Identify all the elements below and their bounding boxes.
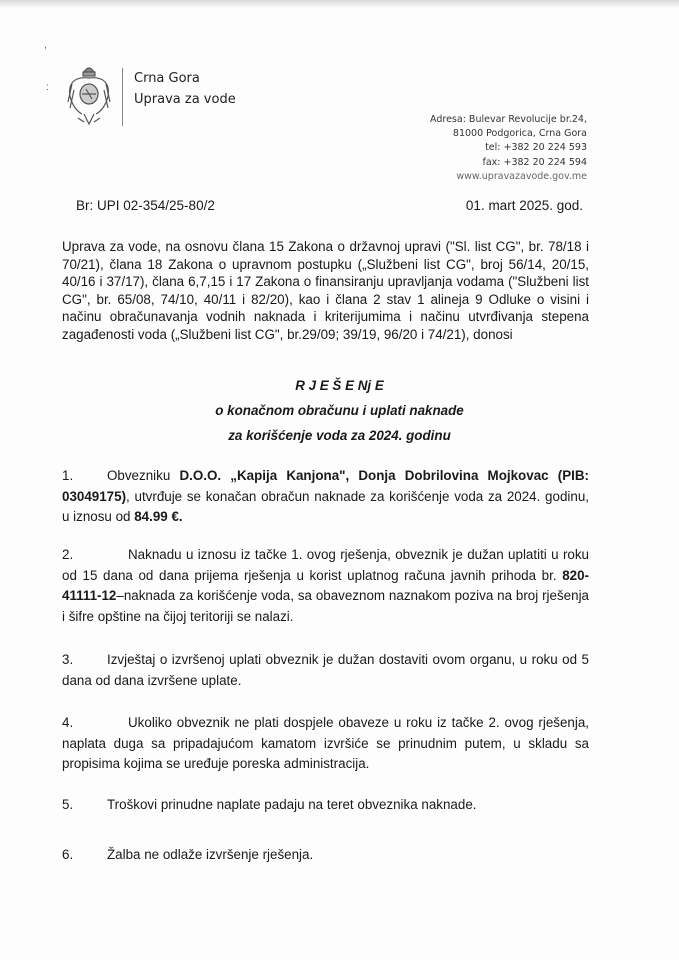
item-text: Naknadu u iznosu iz tačke 1. ovog rješenja, obveznik je dužan uplatiti u roku od 15 dana od dana prijema rješenja u korist uplatnog računa javnih prihoda br. — [62, 547, 589, 583]
organization-name — [134, 68, 236, 110]
address-line: 81000 Podgorica, Crna Gora — [452, 128, 587, 140]
item-number: 1. — [62, 468, 74, 483]
item-3 — [62, 650, 589, 691]
document-subtitle: za korišćenje voda za 2024. godinu — [228, 428, 451, 443]
website-link[interactable]: www.upravazavode.gov.me — [456, 170, 587, 182]
bold-text: 820-41111-12 — [62, 567, 589, 603]
intro-paragraph: Uprava za vode, na osnovu člana 15 Zakona o državnoj upravi ("Sl. list CG", br. 78/18 i 70/21), člana 18 Zakona o upravnom postupku („Službeni list CG", broj 56/14, 20/15, 40/16 i 37/17), člana 6,7,15 i 17 Zakona o finansiranju upravljanja vodama ("Službeni list CG", br. 65/08, 74/10, 40/11 i 82/20), kao i člana 2 stav 1 alineja 9 Odluke o visini i načinu obračunavanja vodnih naknada i kriterijumima i načinu utvrđivanja stepena zagađenosti voda („Službeni list CG", br.29/09; 39/19, 96/20 i 74/21), donosi — [62, 239, 589, 342]
item-4 — [62, 713, 589, 775]
coat-of-arms-logo — [64, 62, 114, 128]
item-text: –naknada za korišćenje voda, sa obaveznom naznakom poziva na broj rješenja i šifre opštine na čijoj teritoriji se nalazi. — [62, 588, 589, 624]
item-text: Ukoliko obveznik ne plati dospjele obaveze u roku iz tačke 2. ovog rješenja, naplata duga sa pripadajućom kamatom izvršiće se prinudnim putem, u skladu sa propisima kojima se uređuje poreska administracija. — [62, 715, 589, 771]
phone: tel: +382 20 224 593 — [485, 142, 587, 154]
item-number: 4. — [62, 715, 74, 730]
bold-text: D.O.O. „Kapija Kanjona", Donja Dobrilovina Mojkovac (PIB: 03049175) — [62, 468, 589, 504]
header-divider — [122, 68, 123, 126]
bold-text: 84.99 €. — [134, 509, 183, 524]
document-subtitle: o konačnom obračunu i uplati naknade — [215, 403, 464, 418]
item-text: Žalba ne odlaže izvršenje rješenja. — [107, 847, 314, 862]
document-date: 01. mart 2025. god. — [465, 198, 583, 213]
fax: fax: +382 20 224 594 — [482, 156, 587, 168]
item-1 — [62, 466, 589, 528]
scan-mark: : — [46, 82, 49, 93]
org-country: Crna Gora — [134, 71, 200, 86]
item-number: 2. — [62, 547, 74, 562]
document-title: R J E Š E Nj E — [295, 378, 384, 393]
reference-number: Br: UPI 02-354/25-80/2 — [76, 198, 215, 213]
item-text: Izvještaj o izvršenoj uplati obveznik je dužan dostaviti ovom organu, u roku od 5 dana od dana izvršene uplate. — [62, 652, 589, 688]
address-block — [430, 113, 587, 184]
address-line: Adresa: Bulevar Revolucije br.24, — [430, 114, 587, 125]
item-number: 3. — [62, 652, 74, 667]
item-5 — [62, 795, 589, 816]
scan-mark: , — [44, 40, 47, 51]
item-number: 5. — [62, 797, 74, 812]
item-text: , utvrđuje se konačan obračun naknade za korišćenje voda za 2024. godinu, u iznosu od — [62, 488, 589, 524]
item-number: 6. — [62, 847, 74, 862]
item-text: Obvezniku — [107, 468, 180, 483]
org-agency: Uprava za vode — [134, 92, 236, 107]
item-2 — [62, 545, 589, 627]
page-edge — [0, 0, 679, 8]
item-6 — [62, 845, 589, 866]
item-text: Troškovi prinudne naplate padaju na teret obveznika naknade. — [107, 797, 477, 812]
